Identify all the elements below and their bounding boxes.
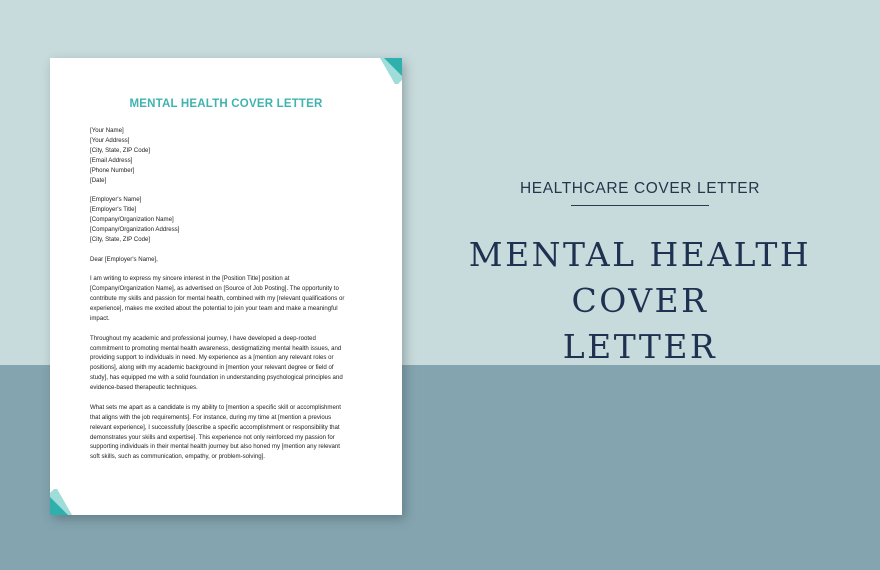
sender-line: [Your Name] — [90, 127, 124, 134]
paragraph-line: evidence-based therapeutic techniques. — [90, 384, 198, 392]
paragraph-1 — [90, 274, 370, 324]
letter-body — [90, 126, 370, 462]
recipient-line: [Company/Organization Name] — [90, 216, 174, 224]
paragraph-line: [Company/Organization Name], as advertised on [Source of Job Posting]. The opportunity to — [90, 285, 339, 293]
paragraph-line: Throughout my academic and professional journey, I have developed a deep-rooted — [90, 334, 316, 342]
recipient-line: [Employer's Name] — [90, 196, 142, 204]
paragraph-line: supporting individuals in their mental health journey but also honed my [mention any relevant — [90, 443, 340, 451]
sender-line: [Email Address] — [90, 156, 133, 164]
paragraph-line: study], has equipped me with a solid foundation in understanding psychological principles and — [90, 374, 343, 382]
paragraph-line: soft skills, such as communication, empathy, or problem-solving]. — [90, 453, 265, 461]
banner-subtitle: HEALTHCARE COVER LETTER — [519, 180, 761, 197]
corner-ornament-top-right — [376, 58, 402, 84]
salutation: Dear [Employer's Name], — [90, 255, 158, 263]
letter-page — [50, 58, 402, 515]
paragraph-line: relevant experience], I successfully [describe a specific accomplishment or responsibility that — [90, 423, 340, 431]
banner-divider — [571, 205, 709, 206]
paragraph-line: What sets me apart as a candidate is my ability to [mention a specific skill or accomplishment — [90, 403, 341, 411]
letter-title: MENTAL HEALTH COVER LETTER — [129, 98, 323, 110]
recipient-line: [Employer's Title] — [90, 206, 137, 214]
paragraph-line: positions], along with my academic background in [mention your relevant degree or field of — [90, 364, 334, 372]
paragraph-line: I am writing to express my sincere interest in the [Position Title] position at — [90, 275, 290, 283]
sender-line: [Phone Number] — [90, 166, 135, 174]
paragraph-2 — [90, 334, 370, 393]
paragraph-line: providing support to individuals in need. My experience as a [mention any relevant roles or — [90, 354, 334, 362]
recipient-line: [Company/Organization Address] — [90, 225, 180, 233]
sender-line: [Date] — [90, 176, 107, 184]
paragraph-line: experience], makes me excited about the potential to join your team and make a meaningful — [90, 304, 338, 312]
paragraph-line: demonstrates your skills and expertise]. This experience not only reinforced my passion for — [90, 433, 335, 441]
paragraph-line: impact. — [90, 314, 110, 322]
sender-block — [90, 126, 370, 185]
banner-title — [420, 232, 860, 370]
banner-title-line-2: LETTER — [562, 327, 718, 366]
paragraph-line: contribute my skills and passion for mental health, combined with my [relevant qualifications or — [90, 295, 345, 303]
recipient-line: [City, State, ZIP Code] — [90, 235, 151, 243]
sender-line: [City, State, ZIP Code] — [90, 146, 151, 154]
paragraph-line: that aligns with the job requirements]. For instance, during my time at [mention a previous — [90, 413, 332, 421]
recipient-block — [90, 195, 370, 245]
sender-line: [Your Address] — [90, 136, 130, 144]
paragraph-3 — [90, 403, 370, 462]
paragraph-line: commitment to promoting mental health awareness, destigmatizing mental health issues, and — [90, 344, 342, 352]
corner-ornament-bottom-left — [50, 489, 76, 515]
banner-title-line-1: MENTAL HEALTH COVER — [468, 235, 812, 320]
